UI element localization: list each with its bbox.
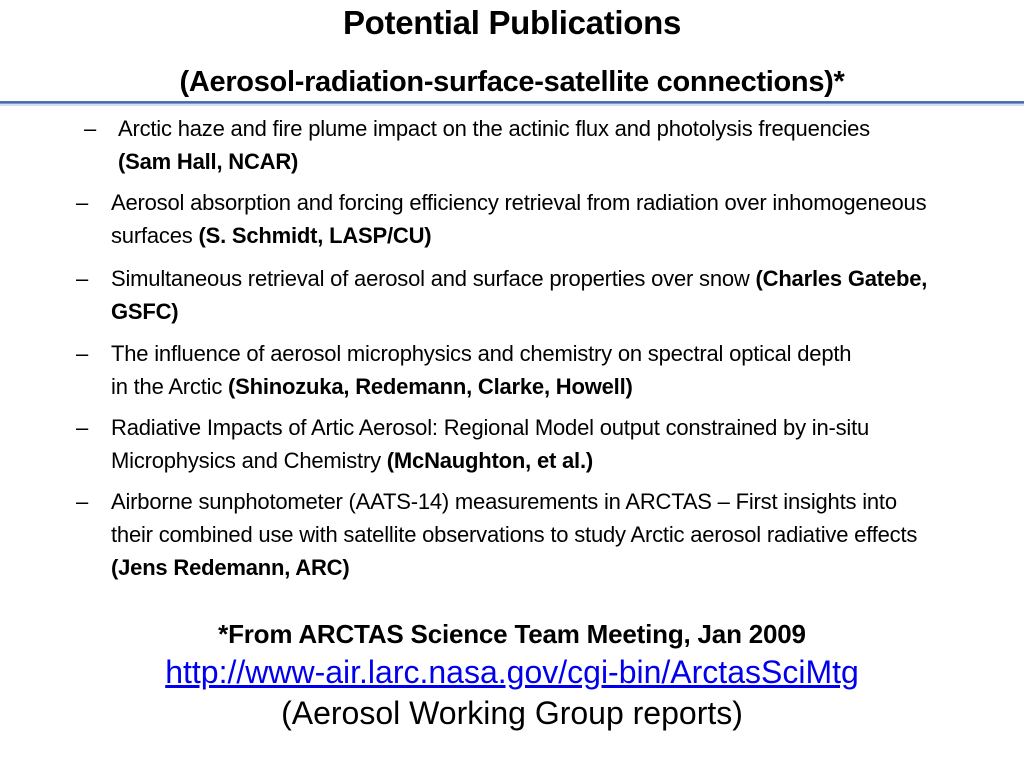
list-item-body [76, 411, 936, 477]
bullet-dash: – [76, 341, 89, 366]
list-item [84, 112, 924, 178]
bullet-dash: – [76, 489, 89, 514]
publication-authors: (Charles Gatebe, GSFC) [111, 266, 928, 324]
list-item-body [76, 186, 936, 252]
publication-title: Arctic haze and fire plume impact on the actinic flux and photolysis frequencies [118, 116, 870, 141]
publication-title: Airborne sunphotometer (AATS-14) measurements in ARCTAS – First insights into their combined use with satellite observations to study Arctic aerosol radiative effects [111, 489, 918, 547]
list-item-body [76, 337, 866, 403]
link-line [0, 652, 1024, 692]
bullet-dash: – [84, 116, 97, 141]
publication-authors: (S. Schmidt, LASP/CU) [198, 223, 432, 248]
source-footnote: *From ARCTAS Science Team Meeting, Jan 2009 [218, 619, 806, 649]
list-item-body [76, 485, 921, 584]
bullet-dash: – [76, 190, 89, 215]
bullet-dash: – [76, 266, 89, 291]
publication-title: Aerosol absorption and forcing efficiency retrieval from radiation over inhomogeneous surfaces [111, 190, 927, 248]
publication-title: Radiative Impacts of Artic Aerosol: Regional Model output constrained by in-situ Microphysics and Chemistry [111, 415, 870, 473]
publication-title: Simultaneous retrieval of aerosol and surface properties over snow [111, 266, 756, 291]
publication-authors: (Sam Hall, NCAR) [118, 149, 299, 174]
list-item-body [84, 112, 924, 178]
publication-title: The influence of aerosol microphysics and chemistry on spectral optical depth in the Arctic [111, 341, 852, 399]
arctas-meeting-link[interactable]: http://www-air.larc.nasa.gov/cgi-bin/ArctasSciMtg [165, 654, 859, 690]
title-divider-shadow [0, 104, 1024, 106]
slide-subtitle: (Aerosol-radiation-surface-satellite connections)* [179, 66, 845, 98]
publication-authors: (Jens Redemann, ARC) [111, 555, 350, 580]
slide-title: Potential Publications [342, 4, 682, 41]
list-item [76, 485, 921, 584]
bullet-dash: – [76, 415, 89, 440]
list-item [76, 411, 936, 477]
publication-authors: (Shinozuka, Redemann, Clarke, Howell) [228, 374, 633, 399]
list-item-body [76, 262, 936, 328]
list-item [76, 186, 936, 252]
link-caption: (Aerosol Working Group reports) [281, 695, 743, 731]
list-item [76, 262, 936, 328]
publication-authors: (McNaughton, et al.) [386, 448, 594, 473]
list-item [76, 337, 866, 403]
